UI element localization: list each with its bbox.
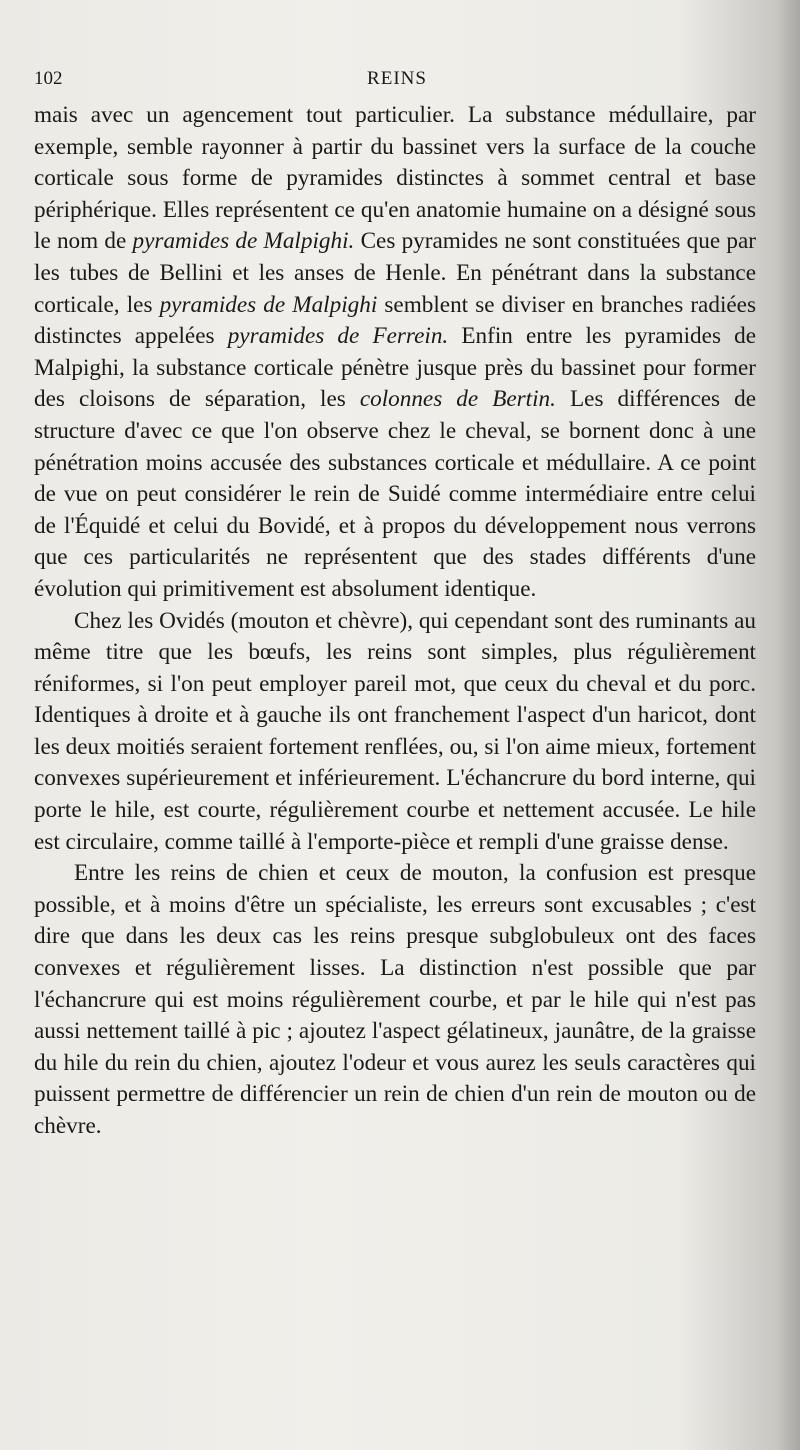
page-header bbox=[34, 68, 760, 92]
body-text bbox=[34, 100, 756, 1143]
italic-term: colonnes de Bertin. bbox=[359, 386, 556, 413]
text-segment: Ces pyramides ne sont constituées que par les tubes de Bellini et les anses de Henle. En pénétrant dans la substance corticale, les bbox=[34, 228, 756, 318]
text-segment: Entre les reins de chien et ceux de mouton, la confusion est presque possible, et à moins d'être un spécialiste, les erreurs sont excusables ; c'est dire que dans les deux cas les reins presque subglobuleux ont des faces convexes et régulièrement lisses. La distinction n'est possible que par l'échancrure qui est moins régulièrement courbe, et par le hile qui n'est pas aussi nettement taillé à pic ; ajoutez l'aspect gélatineux, jaunâtre, de la graisse du hile du rein du chien, ajoutez l'odeur et vous aurez les seuls caractères qui puissent permettre de différencier un rein de chien d'un rein de mouton ou de chèvre. bbox=[34, 860, 756, 1139]
text-segment: Chez les Ovidés (mouton et chèvre), qui cependant sont des ruminants au même titre que les bœufs, les reins sont simples, plus régulièrement réniformes, si l'on peut employer pareil mot, que ceux du cheval et du porc. Identiques à droite et à gauche ils ont franchement l'aspect d'un haricot, dont les deux moitiés seraient fortement renflées, ou, si l'on aime mieux, fortement convexes supérieurement et inférieurement. L'échancrure du bord interne, qui porte le hile, est courte, régulièrement courbe et nettement accusée. Le hile est circulaire, comme taillé à l'emporte-pièce et rempli d'une graisse dense. bbox=[34, 607, 756, 855]
italic-term: pyramides de Ferrein. bbox=[227, 323, 449, 350]
paragraph-2 bbox=[34, 606, 756, 859]
page-number: 102 bbox=[34, 68, 63, 89]
italic-term: pyramides de Malpighi. bbox=[132, 228, 355, 255]
text-segment: Les différences de structure d'avec ce que l'on observe chez le cheval, se bornent donc à une pénétration moins accusée des substances corticale et médullaire. A ce point de vue on peut considérer le rein de Suidé comme intermédiaire entre celui de l'Équidé et celui du Bovidé, et à propos du développement nous verrons que ces particularités ne représentent que des stades différents d'une évolution qui primitivement est absolument identique. bbox=[34, 386, 756, 602]
text-segment: mais avec un agencement tout particulier. La substance médullaire, par exemple, semble rayonner à partir du bassinet vers la surface de la couche corticale sous forme de pyramides distinctes à sommet central et base périphérique. Elles représentent ce qu'en anatomie humaine on a désigné sous le nom de bbox=[34, 102, 756, 255]
paragraph-3 bbox=[34, 858, 756, 1142]
text-segment: semblent se diviser en branches radiées distinctes appelées bbox=[34, 291, 756, 350]
paragraph-1 bbox=[34, 100, 756, 606]
italic-term: pyramides de Malpighi bbox=[159, 291, 378, 318]
text-segment: Enfin entre les pyramides de Malpighi, la substance corticale pénètre jusque près du bassinet pour former des cloisons de séparation, les bbox=[34, 323, 756, 413]
running-title: REINS bbox=[367, 68, 427, 89]
